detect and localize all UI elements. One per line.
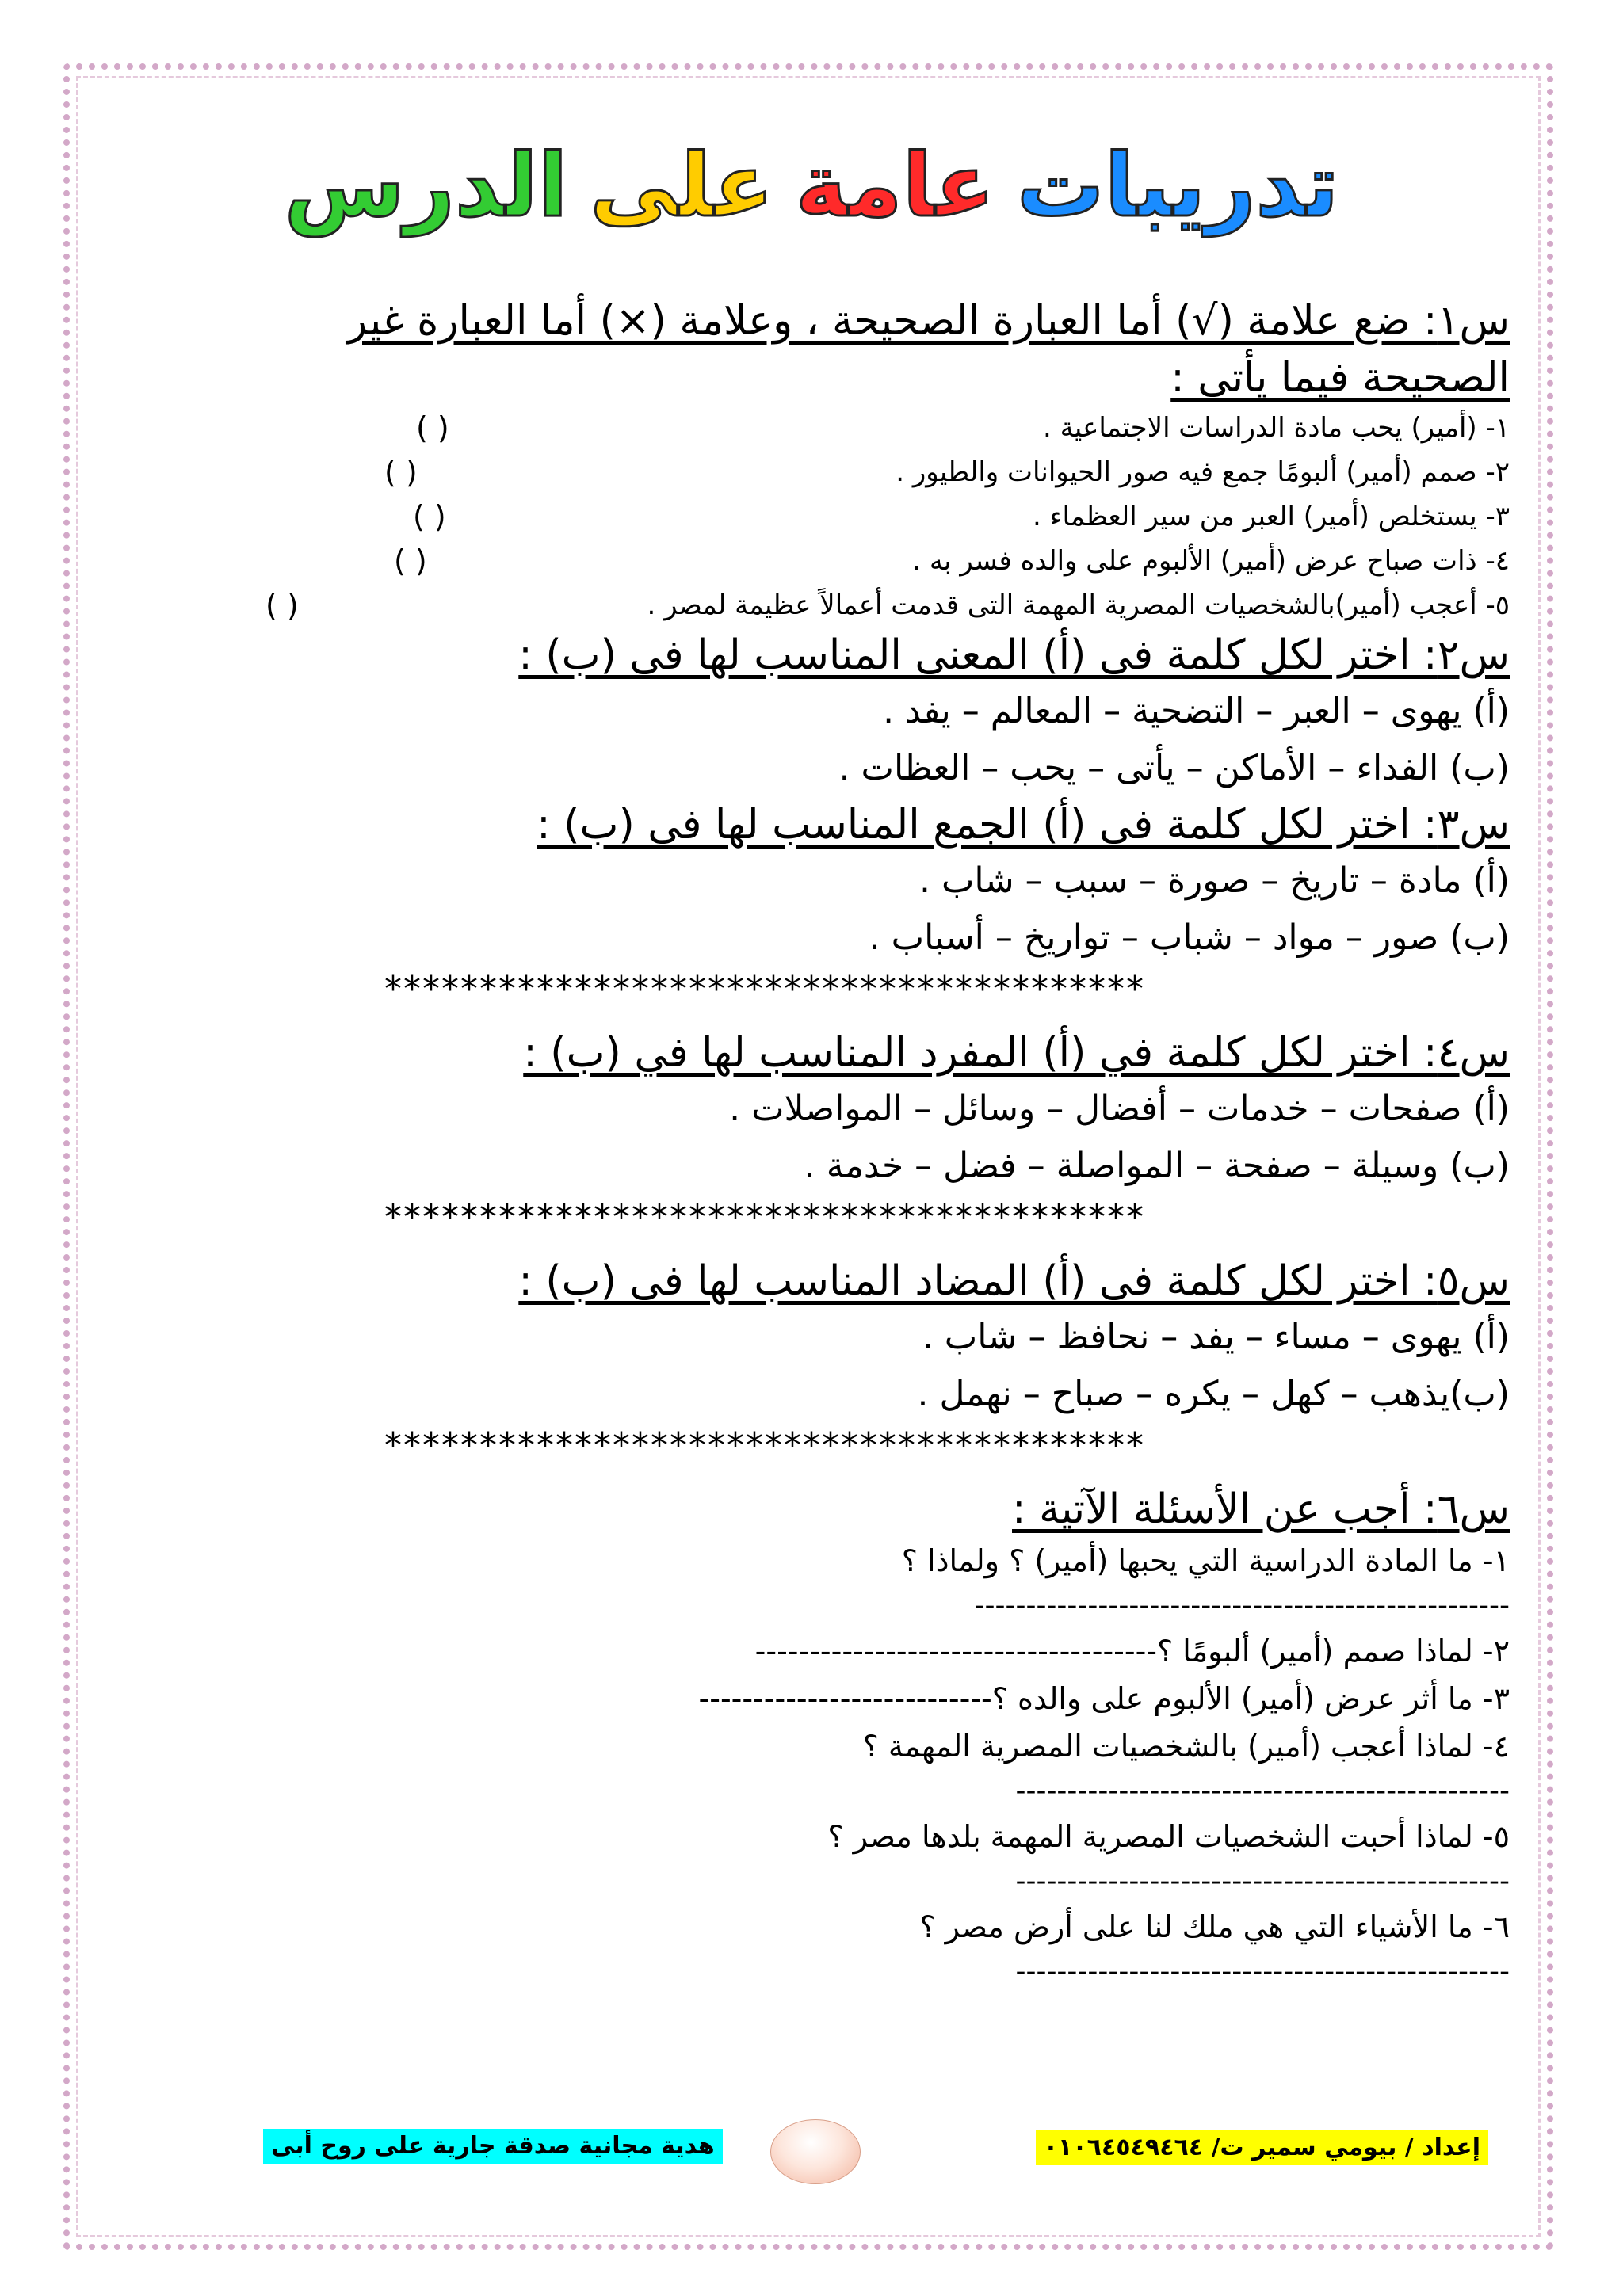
q6-question-3: ٣- ما أثر عرض (أمير) الألبوم على والده ؟--------------------------- bbox=[698, 1681, 1510, 1716]
section-divider: **************************************** bbox=[384, 1426, 1145, 1466]
q5-list-b: (ب)يذهب – كهل – يكره – صباح – نهمل . bbox=[917, 1374, 1510, 1414]
q4-list-b: (ب) وسيلة – صفحة – المواصلة – فضل – خدمة . bbox=[804, 1146, 1510, 1186]
q6-question-2: ٢- لماذا صمم (أمير) ألبومًا ؟------------------------------------- bbox=[754, 1634, 1510, 1669]
title-word: الدرس bbox=[284, 135, 568, 236]
q6-question-5: ٥- لماذا أحبت الشخصيات المصرية المهمة بلدها مصر ؟ bbox=[827, 1819, 1510, 1854]
tf-item: ١- (أمير) يحب مادة الدراسات الاجتماعية . ( ) bbox=[258, 406, 1510, 450]
title-word: تدريبات bbox=[1017, 135, 1339, 236]
q1-heading: س١: ضع علامة (√) أما العبارة الصحيحة ، وعلامة (×) أما العبارة غير bbox=[347, 297, 1510, 345]
answer-paren[interactable]: ( ) bbox=[416, 410, 449, 445]
q4-list-a: (أ) صفحات – خدمات – أفضال – وسائل – المواصلات . bbox=[729, 1089, 1510, 1129]
tf-item: ٢- صمم (أمير) ألبومًا جمع فيه صور الحيوانات والطيور . ( ) bbox=[258, 450, 1510, 494]
answer-paren[interactable]: ( ) bbox=[265, 588, 299, 623]
answer-paren[interactable]: ( ) bbox=[394, 543, 427, 578]
tf-item: ٤- ذات صباح عرض (أمير) الألبوم على والده فسر به . ( ) bbox=[258, 539, 1510, 583]
q2-list-a: (أ) يهوى – العبر – التضحية – المعالم – يفد . bbox=[883, 691, 1510, 731]
answer-line[interactable]: --------------------------- bbox=[698, 1681, 992, 1716]
q2-list-b: (ب) الفداء – الأماكن – يأتى – يحب – العظات . bbox=[838, 748, 1510, 788]
q4-heading: س٤: اختر لكل كلمة في (أ) المفرد المناسب لها في (ب) : bbox=[523, 1029, 1510, 1077]
q2-heading: س٢: اختر لكل كلمة فى (أ) المعنى المناسب لها فى (ب) : bbox=[518, 631, 1510, 679]
q5-heading: س٥: اختر لكل كلمة فى (أ) المضاد المناسب لها فى (ب) : bbox=[518, 1257, 1510, 1305]
footer-author: إعداد / بيومي سمير ت/ ٠١٠٦٤٥٤٩٤٦٤ bbox=[1036, 2130, 1488, 2165]
answer-paren[interactable]: ( ) bbox=[384, 455, 418, 490]
q6-heading: س٦: أجب عن الأسئلة الآتية : bbox=[1012, 1486, 1510, 1533]
footer-dedication: هدية مجانية صدقة جارية على روح أبى bbox=[263, 2129, 723, 2164]
title-word: على bbox=[590, 135, 773, 236]
answer-paren[interactable]: ( ) bbox=[413, 499, 446, 534]
q6-question-6: ٦- ما الأشياء التي هي ملك لنا على أرض مصر ؟ bbox=[919, 1909, 1510, 1944]
answer-line[interactable]: ------------------------------------------------ bbox=[1015, 1955, 1510, 1988]
worksheet-content bbox=[258, 293, 1510, 1993]
footer bbox=[0, 2119, 1623, 2183]
q3-list-a: (أ) مادة – تاريخ – صورة – سبب – شاب . bbox=[918, 860, 1510, 901]
q3-list-b: (ب) صور – مواد – شباب – تواريخ – أسباب . bbox=[869, 917, 1510, 958]
section-divider: **************************************** bbox=[384, 970, 1145, 1009]
q6-question-4: ٤- لماذا أعجب (أمير) بالشخصيات المصرية المهمة ؟ bbox=[862, 1729, 1510, 1764]
q3-heading: س٣: اختر لكل كلمة فى (أ) الجمع المناسب لها فى (ب) : bbox=[537, 801, 1510, 849]
answer-line[interactable]: ---------------------------------------------------- bbox=[974, 1589, 1510, 1622]
title-word: عامة bbox=[795, 135, 995, 236]
answer-line[interactable]: ------------------------------------------------ bbox=[1015, 1775, 1510, 1807]
q1-heading-cont: الصحيحة فيما يأتى : bbox=[1170, 354, 1510, 402]
answer-line[interactable]: ------------------------------------- bbox=[754, 1634, 1157, 1669]
section-divider: **************************************** bbox=[384, 1198, 1145, 1238]
q5-list-a: (أ) يهوى – مساء – يفد – نحافظ – شاب . bbox=[922, 1317, 1510, 1357]
answer-line[interactable]: ------------------------------------------------ bbox=[1015, 1865, 1510, 1897]
tf-item: ٥- أعجب (أمير)بالشخصيات المصرية المهمة التى قدمت أعمالاً عظيمة لمصر . ( ) bbox=[258, 583, 1510, 627]
tf-item: ٣- يستخلص (أمير) العبر من سير العظماء . ( ) bbox=[258, 494, 1510, 539]
decorative-oval bbox=[770, 2119, 861, 2184]
page-title bbox=[0, 135, 1623, 236]
q6-question-1: ١- ما المادة الدراسية التي يحبها (أمير) ؟ ولماذا ؟ bbox=[901, 1543, 1510, 1578]
